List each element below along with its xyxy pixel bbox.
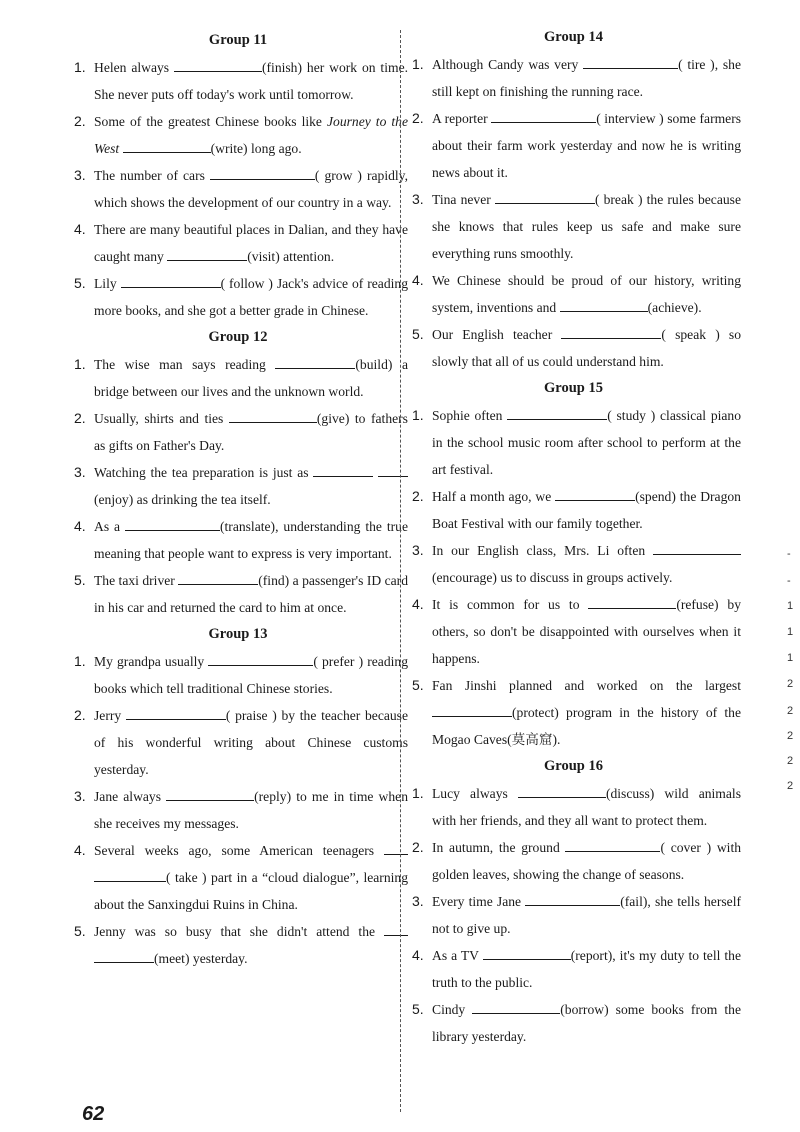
exercise-item: 3. Watching the tea preparation is just as (enjoy) as drinking the tea itself. (68, 459, 408, 513)
answer-blank[interactable] (518, 782, 606, 798)
edge-mark: 2 (787, 678, 794, 690)
answer-blank[interactable] (174, 56, 262, 72)
exercise-item: 3. Jane always (reply) to me in time when she receives my messages. (68, 783, 408, 837)
answer-blank[interactable] (123, 137, 211, 153)
answer-blank[interactable] (167, 245, 247, 261)
answer-blank[interactable] (210, 164, 315, 180)
exercise-item: 1. My grandpa usually ( prefer ) reading books which tell traditional Chinese stories. (68, 648, 408, 702)
edge-mark: 2 (787, 705, 794, 717)
answer-blank[interactable] (583, 53, 678, 69)
answer-blank[interactable] (313, 461, 373, 477)
edge-mark: 1 (787, 652, 794, 664)
answer-blank[interactable] (384, 920, 408, 936)
answer-blank[interactable] (384, 839, 408, 855)
exercise-item: 4. As a TV (report), it's my duty to tell the truth to the public. (406, 942, 741, 996)
exercise-item: 4. We Chinese should be proud of our history, writing system, inventions and (achieve). (412, 272, 741, 315)
answer-blank[interactable] (472, 998, 560, 1014)
exercise-item: 2. Usually, shirts and ties (give) to fathers as gifts on Father's Day. (68, 405, 408, 459)
answer-blank[interactable] (560, 296, 648, 312)
exercise-item: 2. In autumn, the ground ( cover ) with golden leaves, showing the change of seasons. (406, 834, 741, 888)
exercise-item: 3. The number of cars ( grow ) rapidly, which shows the development of our country in a way. (68, 162, 408, 216)
answer-blank[interactable] (507, 404, 607, 420)
answer-blank[interactable] (432, 701, 512, 717)
exercise-item: 4. As a (translate), understanding the true meaning that people want to express is very important. (68, 513, 408, 567)
exercise-item: 5. Cindy (borrow) some books from the library yesterday. (406, 996, 741, 1050)
edge-mark: - (787, 575, 791, 587)
group-15-title: Group 15 (544, 380, 603, 396)
answer-blank[interactable] (525, 890, 620, 906)
answer-blank[interactable] (561, 323, 661, 339)
answer-blank[interactable] (495, 188, 595, 204)
answer-blank[interactable] (491, 107, 596, 123)
edge-mark: 2 (787, 780, 794, 792)
exercise-item: 2. A reporter ( interview ) some farmers about their farm work yesterday and now he is writing news about it. (406, 105, 741, 186)
exercise-item: 5. Our English teacher ( speak ) so slowly that all of us could understand him. (406, 321, 741, 375)
edge-mark: 1 (787, 626, 794, 638)
group-14-title: Group 14 (544, 29, 603, 45)
answer-blank[interactable] (208, 650, 313, 666)
answer-blank[interactable] (125, 515, 220, 531)
answer-blank[interactable] (555, 485, 635, 501)
page-number: 62 (82, 1103, 105, 1125)
edge-mark: - (787, 548, 791, 560)
answer-blank[interactable] (378, 461, 408, 477)
answer-blank[interactable] (588, 593, 676, 609)
exercise-item: 5. Lily ( follow ) Jack's advice of reading more books, and she got a better grade in Chinese. (68, 270, 408, 324)
exercise-item: 3. Every time Jane (fail), she tells herself not to give up. (406, 888, 741, 942)
right-column (406, 0, 741, 1050)
answer-blank[interactable] (653, 539, 741, 555)
exercise-item: 3. In our English class, Mrs. Li often (encourage) us to discuss in groups actively. (406, 537, 741, 591)
left-column (68, 0, 408, 972)
exercise-item: 3. Tina never ( break ) the rules because she knows that rules keep us safe and make sure everything runs smoothly. (406, 186, 741, 267)
group-12-title: Group 12 (208, 329, 268, 345)
answer-blank[interactable] (275, 353, 355, 369)
answer-blank[interactable] (178, 569, 258, 585)
answer-blank[interactable] (94, 947, 154, 963)
exercise-item: 2. Half a month ago, we (spend) the Dragon Boat Festival with our family together. (406, 483, 741, 537)
exercise-item: 1. Lucy always (discuss) wild animals with her friends, and they all want to protect them. (406, 780, 741, 834)
column-divider (400, 30, 401, 1112)
exercise-item: 2. Jerry ( praise ) by the teacher because of his wonderful writing about Chinese customs yesterday. (68, 702, 408, 783)
exercise-item: 1. Helen always (finish) her work on time. She never puts off today's work until tomorrow. (68, 54, 408, 108)
edge-mark: 1 (787, 600, 794, 612)
exercise-item: 4. Several weeks ago, some American teenagers ( take ) part in a “cloud dialogue”, learning about the Sanxingdui Ruins in China. (68, 837, 408, 918)
group-11-title: Group 11 (208, 32, 268, 48)
exercise-item: 1. Although Candy was very ( tire ), she still kept on finishing the running race. (406, 51, 741, 105)
exercise-item: 2. Some of the greatest Chinese books like Journey to the West (write) long ago. (74, 113, 408, 156)
group-13-title: Group 13 (208, 626, 268, 642)
exercise-item: 5. The taxi driver (find) a passenger's ID card in his car and returned the card to him at once. (68, 567, 408, 621)
answer-blank[interactable] (126, 704, 226, 720)
answer-blank[interactable] (565, 836, 660, 852)
answer-blank[interactable] (483, 944, 571, 960)
edge-mark: 2 (787, 755, 794, 767)
answer-blank[interactable] (229, 407, 317, 423)
answer-blank[interactable] (166, 785, 254, 801)
answer-blank[interactable] (94, 866, 166, 882)
exercise-item: 1. Sophie often ( study ) classical piano in the school music room after school to perform at the art festival. (406, 402, 741, 483)
group-16-title: Group 16 (544, 758, 603, 774)
edge-mark: 2 (787, 730, 794, 742)
exercise-item: 5. Fan Jinshi planned and worked on the largest (protect) program in the history of the Mogao Caves(莫高窟). (412, 677, 741, 747)
answer-blank[interactable] (121, 272, 221, 288)
exercise-item: 4. It is common for us to (refuse) by others, so don't be disappointed with ourselves when it happens. (406, 591, 741, 672)
exercise-item: 4. There are many beautiful places in Dalian, and they have caught many (visit) attention. (74, 221, 408, 264)
exercise-item: 1. The wise man says reading (build) a bridge between our lives and the unknown world. (68, 351, 408, 405)
exercise-item: 5. Jenny was so busy that she didn't attend the (meet) yesterday. (68, 918, 408, 972)
